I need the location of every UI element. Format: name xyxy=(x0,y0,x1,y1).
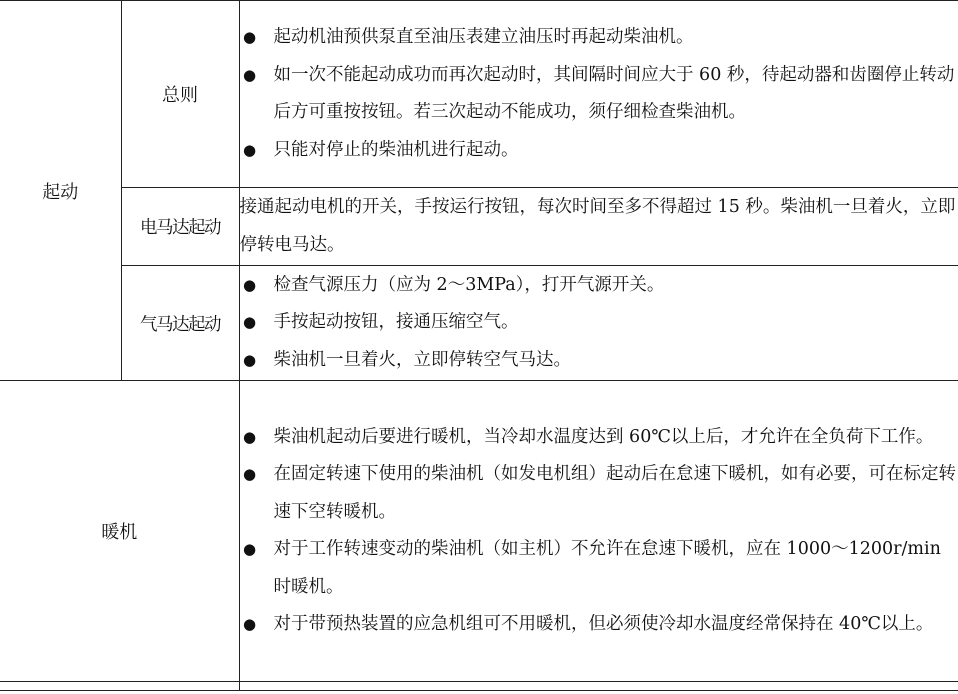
list-item xyxy=(240,267,958,305)
bullet-icon: ● xyxy=(242,140,257,159)
bullet-text: 如一次不能起动成功而再次起动时，其间隔时间应大于 60 秒，待起动器和齿圈停止转动后方可重按按钮。若三次起动不能成功，须仔细检查柴油机。 xyxy=(273,64,955,122)
warmup-row xyxy=(0,381,958,682)
next-row-stub xyxy=(0,682,958,691)
list-item xyxy=(240,531,958,606)
bullet-icon: ● xyxy=(242,427,257,446)
next-row-label-cell xyxy=(0,682,239,691)
bullet-icon: ● xyxy=(242,313,257,332)
bullet-icon: ● xyxy=(242,275,257,294)
bullet-icon: ● xyxy=(242,540,257,558)
list-item xyxy=(240,19,958,57)
start-electric-row xyxy=(0,188,958,266)
bullet-icon: ● xyxy=(242,28,257,46)
bullet-text: 检查气源压力（应为 2～3MPa），打开气源开关。 xyxy=(273,274,665,295)
start-air-row xyxy=(0,266,958,381)
list-item xyxy=(240,57,958,132)
bullet-icon: ● xyxy=(242,350,257,369)
list-item xyxy=(240,342,958,380)
start-general-row xyxy=(0,1,958,188)
general-bullet-list xyxy=(240,19,958,169)
bullet-text: 手按起动按钮，接通压缩空气。 xyxy=(273,312,519,333)
next-row-content-cell xyxy=(239,682,958,691)
bullet-icon: ● xyxy=(242,65,257,84)
bullet-text: 对于带预热装置的应急机组可不用暖机，但必须使冷却水温度经常保持在 40℃以上。 xyxy=(273,614,934,634)
list-item xyxy=(240,419,958,457)
bullet-text: 对于工作转速变动的柴油机（如主机）不允许在怠速下暖机，应在 1000～1200r/min 时暖机。 xyxy=(273,539,941,597)
general-label: 总则 xyxy=(121,1,239,188)
electric-start-label: 电马达起动 xyxy=(121,188,239,266)
bullet-text: 起动机油预供泵直至油压表建立油压时再起动柴油机。 xyxy=(273,27,694,47)
bullet-text: 在固定转速下使用的柴油机（如发电机组）起动后在怠速下暖机，如有必要，可在标定转速下空转暖机。 xyxy=(273,464,956,522)
list-item xyxy=(240,456,958,531)
start-label: 起动 xyxy=(0,1,121,381)
warmup-bullet-list xyxy=(240,419,958,644)
list-item xyxy=(240,606,958,644)
air-start-content xyxy=(239,266,958,381)
bullet-icon: ● xyxy=(242,465,257,483)
general-content xyxy=(239,1,958,188)
bullet-text: 柴油机起动后要进行暖机，当冷却水温度达到 60℃以上后，才允许在全负荷下工作。 xyxy=(273,426,934,447)
list-item xyxy=(240,304,958,342)
electric-start-text: 接通起动电机的开关，手按运行按钮，每次时间至多不得超过 15 秒。柴油机一旦着火，立即停转电马达。 xyxy=(239,197,956,255)
bullet-text: 柴油机一旦着火，立即停转空气马达。 xyxy=(273,349,571,370)
electric-start-content xyxy=(239,188,958,266)
warmup-content xyxy=(239,381,958,682)
bullet-icon: ● xyxy=(242,615,257,633)
bullet-text: 只能对停止的柴油机进行起动。 xyxy=(273,139,519,160)
warmup-label: 暖机 xyxy=(0,381,239,682)
air-start-label: 气马达起动 xyxy=(121,266,239,381)
list-item xyxy=(240,132,958,170)
air-start-bullet-list xyxy=(240,267,958,380)
